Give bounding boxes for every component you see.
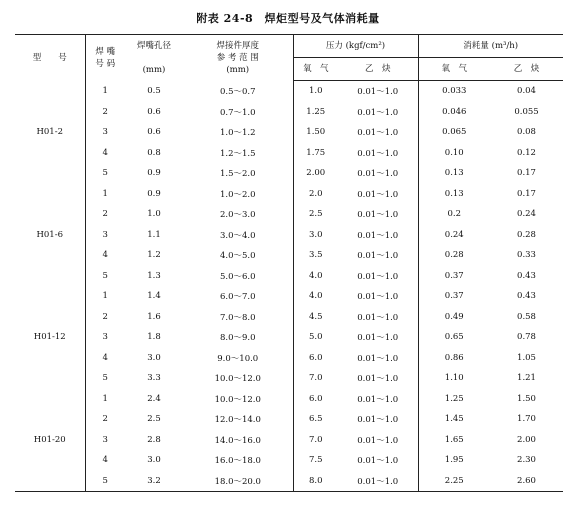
table-row: [15, 307, 563, 328]
oxygen-pressure-cell: 6.5: [308, 414, 323, 425]
hole-diameter-cell: 1.2: [147, 250, 161, 261]
thickness-range-cell: 16.0～18.0: [183, 450, 293, 471]
header-hole-diameter-label: 焊嘴孔径: [136, 40, 171, 51]
acetylene-pressure-cell: 0.01～1.0: [338, 471, 418, 492]
header-pressure-acetylene: 乙 炔: [338, 58, 418, 81]
oxygen-pressure-cell: 6.0: [308, 393, 323, 404]
table-row: [15, 184, 563, 205]
table-row: [15, 245, 563, 266]
acetylene-consumption-cell: 1.70: [517, 414, 536, 425]
oxygen-pressure-cell: 7.0: [308, 373, 323, 384]
table-row: [15, 389, 563, 410]
oxygen-consumption-cell: 0.86: [444, 352, 464, 363]
header-thickness: [183, 35, 293, 81]
header-thickness-unit: (mm): [226, 64, 250, 75]
thickness-range-cell: 1.2～1.5: [183, 143, 293, 164]
oxygen-pressure-cell: 1.25: [306, 106, 326, 117]
oxygen-pressure-cell: 3.5: [308, 250, 323, 261]
acetylene-consumption-cell: 2.30: [517, 455, 536, 466]
header-hole-diameter-unit: (mm): [142, 64, 166, 75]
tip-number-cell: 3: [102, 229, 108, 240]
oxygen-consumption-cell: 0.28: [444, 250, 464, 261]
tip-number-cell: 4: [102, 147, 108, 158]
header-consumption-oxygen: 氧 气: [418, 58, 490, 81]
header-consumption: 消耗量 (m³/h): [418, 35, 563, 58]
thickness-range-cell: 1.5～2.0: [183, 163, 293, 184]
table-row: [15, 368, 563, 389]
torch-consumption-table: [15, 34, 563, 492]
oxygen-consumption-cell: 2.25: [444, 475, 464, 486]
tip-number-cell: 5: [102, 270, 108, 281]
header-tip-number: [85, 35, 125, 81]
hole-diameter-cell: 0.6: [147, 127, 161, 138]
thickness-range-cell: 10.0～12.0: [183, 389, 293, 410]
oxygen-consumption-cell: 0.033: [442, 86, 467, 97]
oxygen-pressure-cell: 5.0: [308, 332, 323, 343]
thickness-range-cell: 9.0～10.0: [183, 348, 293, 369]
oxygen-consumption-cell: 1.45: [444, 414, 464, 425]
tip-number-cell: 4: [102, 352, 108, 363]
hole-diameter-cell: 0.6: [147, 106, 161, 117]
oxygen-consumption-cell: 1.95: [444, 455, 464, 466]
acetylene-pressure-cell: 0.01～1.0: [338, 204, 418, 225]
hole-diameter-cell: 0.8: [147, 147, 161, 158]
hole-diameter-cell: 2.8: [147, 434, 161, 445]
oxygen-consumption-cell: 1.10: [444, 373, 464, 384]
oxygen-pressure-cell: 4.0: [308, 291, 323, 302]
tip-number-cell: 1: [102, 393, 108, 404]
table-body: [15, 81, 563, 492]
tip-number-cell: 2: [102, 311, 108, 322]
table-row: [15, 348, 563, 369]
acetylene-consumption-cell: 2.60: [517, 475, 536, 486]
acetylene-pressure-cell: 0.01～1.0: [338, 327, 418, 348]
tip-number-cell: 1: [102, 291, 108, 302]
acetylene-pressure-cell: 0.01～1.0: [338, 450, 418, 471]
thickness-range-cell: 6.0～7.0: [183, 286, 293, 307]
header-consumption-acetylene: 乙 炔: [490, 58, 563, 81]
model-cell: H01-12: [15, 286, 85, 389]
hole-diameter-cell: 1.6: [147, 311, 161, 322]
acetylene-pressure-cell: 0.01～1.0: [338, 81, 418, 102]
oxygen-pressure-cell: 3.0: [308, 229, 323, 240]
acetylene-pressure-cell: 0.01～1.0: [338, 266, 418, 287]
acetylene-consumption-cell: 0.055: [514, 106, 539, 117]
thickness-range-cell: 0.7～1.0: [183, 102, 293, 123]
tip-number-cell: 3: [102, 332, 108, 343]
thickness-range-cell: 1.0～2.0: [183, 184, 293, 205]
oxygen-consumption-cell: 0.065: [442, 127, 467, 138]
hole-diameter-cell: 1.4: [147, 291, 161, 302]
table-row: [15, 122, 563, 143]
thickness-range-cell: 18.0～20.0: [183, 471, 293, 492]
oxygen-pressure-cell: 4.0: [308, 270, 323, 281]
acetylene-consumption-cell: 0.78: [517, 332, 536, 343]
tip-number-cell: 2: [102, 209, 108, 220]
acetylene-consumption-cell: 0.08: [517, 127, 536, 138]
table-row: [15, 327, 563, 348]
oxygen-consumption-cell: 0.37: [444, 270, 464, 281]
acetylene-consumption-cell: 0.24: [517, 209, 536, 220]
oxygen-pressure-cell: 2.0: [308, 188, 323, 199]
model-cell: H01-2: [15, 81, 85, 184]
acetylene-pressure-cell: 0.01～1.0: [338, 225, 418, 246]
thickness-range-cell: 4.0～5.0: [183, 245, 293, 266]
oxygen-pressure-cell: 1.50: [306, 127, 326, 138]
table-header: [15, 35, 563, 81]
hole-diameter-cell: 3.2: [147, 475, 161, 486]
table-row: [15, 471, 563, 492]
thickness-range-cell: 1.0～1.2: [183, 122, 293, 143]
oxygen-pressure-cell: 6.0: [308, 352, 323, 363]
model-cell: H01-20: [15, 389, 85, 492]
oxygen-pressure-cell: 1.75: [306, 147, 326, 158]
acetylene-pressure-cell: 0.01～1.0: [338, 122, 418, 143]
acetylene-pressure-cell: 0.01～1.0: [338, 163, 418, 184]
table-row: [15, 286, 563, 307]
hole-diameter-cell: 2.5: [147, 414, 161, 425]
header-thickness-line1: 焊接件厚度: [216, 40, 259, 51]
acetylene-pressure-cell: 0.01～1.0: [338, 143, 418, 164]
thickness-range-cell: 5.0～6.0: [183, 266, 293, 287]
tip-number-cell: 4: [102, 250, 108, 261]
acetylene-consumption-cell: 2.00: [517, 434, 536, 445]
acetylene-pressure-cell: 0.01～1.0: [338, 348, 418, 369]
tip-number-cell: 3: [102, 434, 108, 445]
oxygen-pressure-cell: 8.0: [308, 475, 323, 486]
table-row: [15, 163, 563, 184]
acetylene-consumption-cell: 0.28: [517, 229, 536, 240]
acetylene-pressure-cell: 0.01～1.0: [338, 409, 418, 430]
model-cell: H01-6: [15, 184, 85, 287]
oxygen-pressure-cell: 4.5: [308, 311, 323, 322]
acetylene-pressure-cell: 0.01～1.0: [338, 389, 418, 410]
acetylene-consumption-cell: 0.17: [517, 168, 536, 179]
tip-number-cell: 1: [102, 188, 108, 199]
oxygen-pressure-cell: 2.00: [306, 168, 326, 179]
header-pressure: 压力 (kgf/cm²): [293, 35, 418, 58]
acetylene-pressure-cell: 0.01～1.0: [338, 184, 418, 205]
oxygen-consumption-cell: 0.13: [444, 188, 464, 199]
acetylene-consumption-cell: 0.04: [517, 86, 536, 97]
oxygen-pressure-cell: 1.0: [308, 86, 323, 97]
tip-number-cell: 4: [102, 455, 108, 466]
hole-diameter-cell: 1.3: [147, 270, 161, 281]
acetylene-consumption-cell: 1.50: [517, 393, 536, 404]
hole-diameter-cell: 3.0: [147, 455, 161, 466]
acetylene-pressure-cell: 0.01～1.0: [338, 430, 418, 451]
table-row: [15, 143, 563, 164]
hole-diameter-cell: 1.8: [147, 332, 161, 343]
table-title: 附表 24-8 焊炬型号及气体消耗量: [196, 12, 380, 25]
oxygen-consumption-cell: 0.37: [444, 291, 464, 302]
header-tip-number-line2: 号 码: [95, 58, 116, 69]
hole-diameter-cell: 1.0: [147, 209, 161, 220]
table-row: [15, 204, 563, 225]
thickness-range-cell: 10.0～12.0: [183, 368, 293, 389]
tip-number-cell: 2: [102, 106, 108, 117]
oxygen-consumption-cell: 0.65: [444, 332, 464, 343]
header-hole-diameter: [125, 35, 183, 81]
thickness-range-cell: 3.0～4.0: [183, 225, 293, 246]
header-model: 型 号: [15, 35, 85, 81]
acetylene-consumption-cell: 1.21: [517, 373, 536, 384]
tip-number-cell: 5: [102, 475, 108, 486]
oxygen-pressure-cell: 7.0: [308, 434, 323, 445]
hole-diameter-cell: 2.4: [147, 393, 161, 404]
acetylene-consumption-cell: 0.33: [517, 250, 536, 261]
thickness-range-cell: 12.0～14.0: [183, 409, 293, 430]
table-row: [15, 430, 563, 451]
oxygen-consumption-cell: 0.13: [444, 168, 464, 179]
thickness-range-cell: 14.0～16.0: [183, 430, 293, 451]
acetylene-consumption-cell: 0.43: [517, 270, 536, 281]
oxygen-consumption-cell: 1.25: [444, 393, 464, 404]
table-row: [15, 102, 563, 123]
acetylene-consumption-cell: 0.58: [517, 311, 536, 322]
oxygen-consumption-cell: 0.49: [444, 311, 464, 322]
acetylene-consumption-cell: 0.43: [517, 291, 536, 302]
header-pressure-oxygen: 氧 气: [293, 58, 338, 81]
acetylene-pressure-cell: 0.01～1.0: [338, 307, 418, 328]
oxygen-consumption-cell: 0.046: [442, 106, 467, 117]
oxygen-pressure-cell: 7.5: [308, 455, 323, 466]
acetylene-consumption-cell: 0.17: [517, 188, 536, 199]
hole-diameter-cell: 0.9: [147, 188, 161, 199]
tip-number-cell: 1: [102, 86, 108, 96]
tip-number-cell: 5: [102, 168, 108, 179]
hole-diameter-cell: 0.9: [147, 168, 161, 179]
oxygen-pressure-cell: 2.5: [308, 209, 323, 220]
hole-diameter-cell: 3.3: [147, 373, 161, 384]
acetylene-pressure-cell: 0.01～1.0: [338, 286, 418, 307]
header-tip-number-line1: 焊 嘴: [95, 46, 116, 57]
tip-number-cell: 3: [102, 127, 108, 138]
thickness-range-cell: 8.0～9.0: [183, 327, 293, 348]
acetylene-pressure-cell: 0.01～1.0: [338, 102, 418, 123]
thickness-range-cell: 7.0～8.0: [183, 307, 293, 328]
oxygen-consumption-cell: 0.2: [447, 209, 462, 220]
oxygen-consumption-cell: 0.10: [444, 147, 464, 158]
header-thickness-line2: 参 考 范 围: [216, 52, 259, 63]
oxygen-consumption-cell: 0.24: [444, 229, 464, 240]
acetylene-pressure-cell: 0.01～1.0: [338, 245, 418, 266]
hole-diameter-cell: 1.1: [147, 229, 161, 240]
tip-number-cell: 5: [102, 373, 108, 384]
acetylene-pressure-cell: 0.01～1.0: [338, 368, 418, 389]
table-row: [15, 409, 563, 430]
hole-diameter-cell: 3.0: [147, 352, 161, 363]
thickness-range-cell: 0.5～0.7: [183, 81, 293, 102]
thickness-range-cell: 2.0～3.0: [183, 204, 293, 225]
table-row: [15, 81, 563, 102]
table-row: [15, 450, 563, 471]
table-row: [15, 225, 563, 246]
acetylene-consumption-cell: 0.12: [517, 147, 536, 158]
hole-diameter-cell: 0.5: [147, 86, 161, 96]
tip-number-cell: 2: [102, 414, 108, 425]
table-row: [15, 266, 563, 287]
acetylene-consumption-cell: 1.05: [517, 352, 536, 363]
oxygen-consumption-cell: 1.65: [444, 434, 464, 445]
